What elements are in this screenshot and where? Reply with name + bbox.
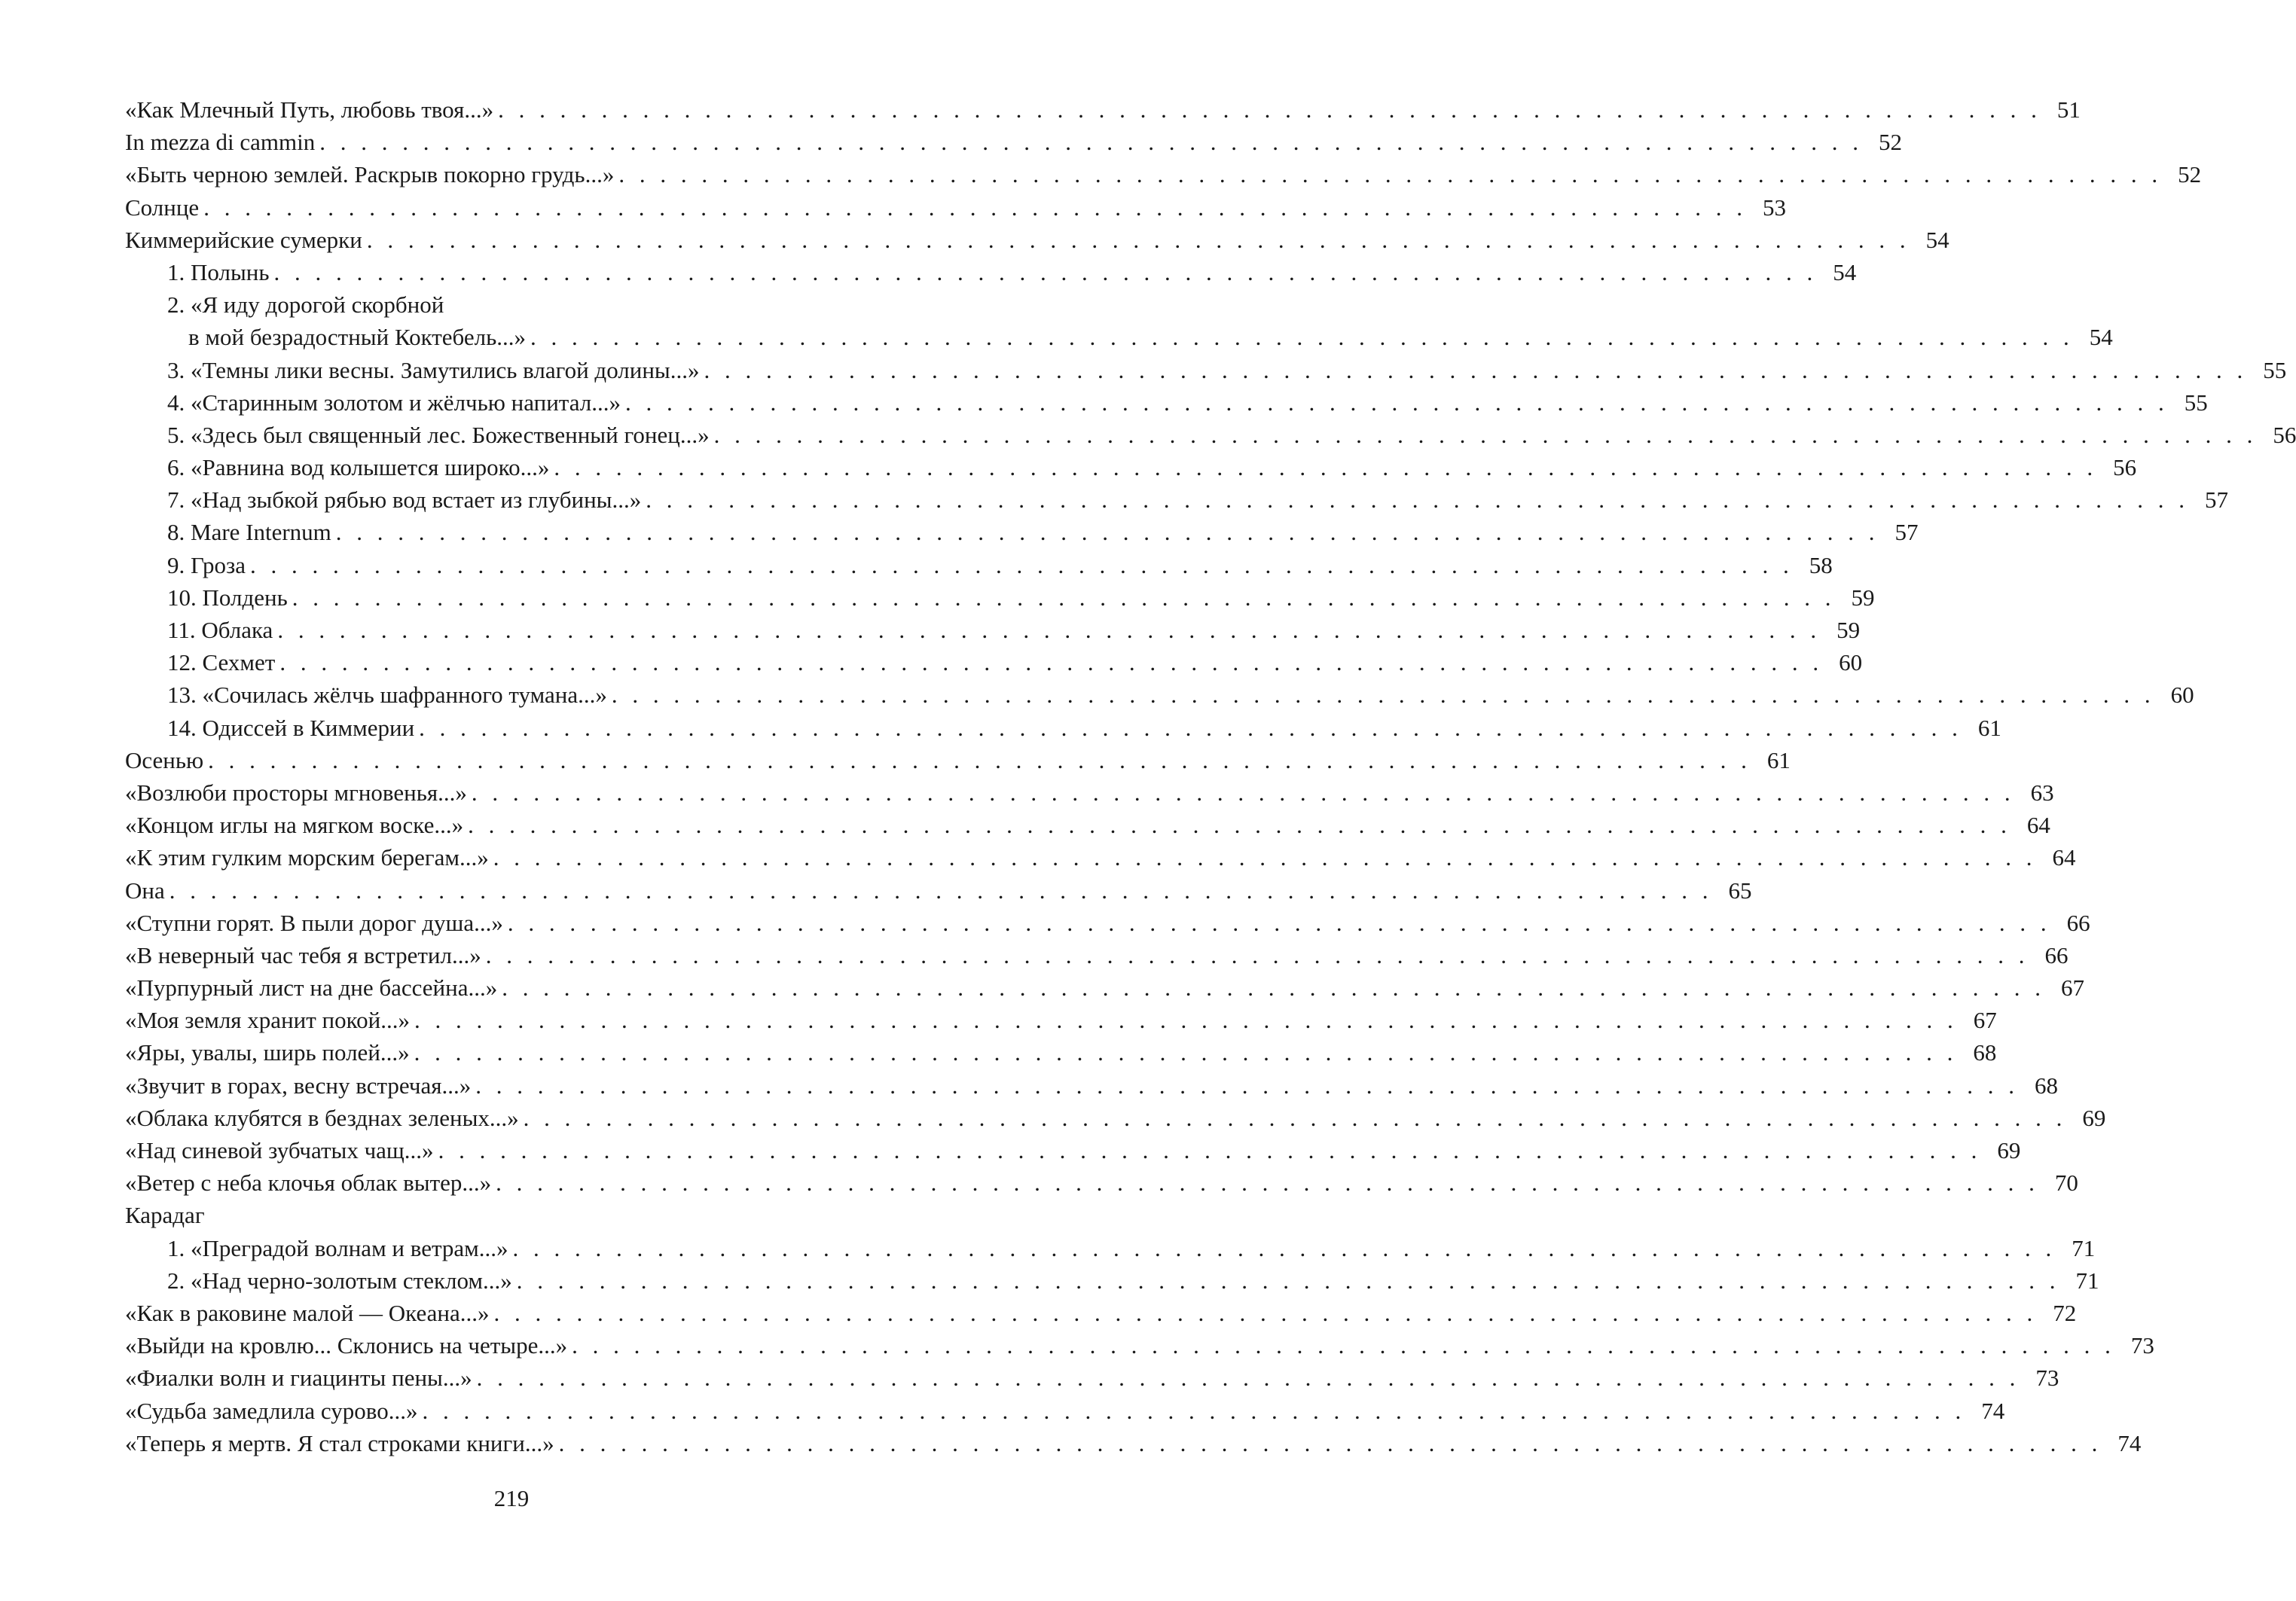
toc-entry-page: 56 <box>2097 451 2136 483</box>
toc-entry-title: 10. Полдень <box>167 581 292 614</box>
toc-entry-title: «Моя земля хранит покой...» <box>125 1004 414 1036</box>
toc-entry <box>125 1264 2099 1297</box>
toc-entry-title: «Фиалки волн и гиацинты пены...» <box>125 1362 477 1394</box>
toc-entry <box>125 224 1949 256</box>
toc-entry <box>125 1362 2059 1394</box>
toc-entry-page: 69 <box>2066 1102 2105 1134</box>
toc-entry-title: «Концом иглы на мягком воске...» <box>125 809 468 841</box>
toc-entry-title: «Над синевой зубчатых чащ...» <box>125 1134 438 1166</box>
toc-entry-title: «Выйди на кровлю... Склонись на четыре...» <box>125 1329 572 1362</box>
toc-entry-title: «Ветер с неба клочья облак вытер...» <box>125 1166 496 1199</box>
toc-entry-title: 5. «Здесь был священный лес. Божественный гонец...» <box>167 419 714 451</box>
toc-entry-page: 73 <box>2020 1362 2059 1394</box>
toc-entry <box>125 874 1752 907</box>
toc-entry <box>125 1004 1997 1036</box>
toc-entry-title: 1. Полынь <box>167 256 274 288</box>
toc-entry <box>125 809 2050 841</box>
toc-entry <box>125 191 1786 224</box>
toc-leader-dots: . . . . . . . . . . . . . . . . . . . . . . . . . . . . . . . . . . . . . . . . . . . . . . . . . . . . . . . . . . . . . . . . . . . . . . . . . . . <box>277 617 1821 643</box>
toc-entry-title: Она <box>125 874 169 907</box>
toc-entry <box>125 679 2194 711</box>
toc-entry-title: 2. «Над черно-золотым стеклом...» <box>167 1264 517 1297</box>
toc-leader-dots: . . . . . . . . . . . . . . . . . . . . . . . . . . . . . . . . . . . . . . . . . . . . . . . . . . . . . . . . . . . . . . . . . . . . . . . . . . . <box>516 1267 2060 1294</box>
toc-entry <box>125 354 2287 386</box>
toc-leader-dots: . . . . . . . . . . . . . . . . . . . . . . . . . . . . . . . . . . . . . . . . . . . . . . . . . . . . . . . . . . . . . . . . . . . . . . . . . . . <box>554 454 2098 481</box>
toc-entry-page: 57 <box>2189 483 2228 516</box>
toc-leader-dots: . . . . . . . . . . . . . . . . . . . . . . . . . . . . . . . . . . . . . . . . . . . . . . . . . . . . . . . . . . . . . . . . . . . . . . . . . . . <box>485 941 2029 968</box>
toc-entry <box>125 321 2113 353</box>
toc-entry-title: «Как Млечный Путь, любовь твоя...» <box>125 93 498 126</box>
toc-entry-title: 1. «Преградой волнам и ветрам...» <box>167 1232 513 1264</box>
toc-entry-title: In mezza di cammin <box>125 126 319 158</box>
toc-entry-page: 74 <box>1965 1395 2004 1427</box>
toc-entry-page: 56 <box>2257 419 2296 451</box>
toc-leader-dots: . . . . . . . . . . . . . . . . . . . . . . . . . . . . . . . . . . . . . . . . . . . . . . . . . . . . . . . . . . . . . . . . . . . . . . . . . . . <box>646 486 2189 514</box>
toc-entry-title: «Пурпурный лист на дне бассейна...» <box>125 971 502 1004</box>
toc-leader-dots: . . . . . . . . . . . . . . . . . . . . . . . . . . . . . . . . . . . . . . . . . . . . . . . . . . . . . . . . . . . . . . . . . . . . . . . . . . . <box>249 551 1794 578</box>
toc-entry-page: 58 <box>1794 549 1833 581</box>
toc-leader-dots: . . . . . . . . . . . . . . . . . . . . . . . . . . . . . . . . . . . . . . . . . . . . . . . . . . . . . . . . . . . . . . . . . . . . . . . . . . . <box>292 584 1836 611</box>
toc-entry <box>125 1134 2021 1166</box>
toc-leader-dots: . . . . . . . . . . . . . . . . . . . . . . . . . . . . . . . . . . . . . . . . . . . . . . . . . . . . . . . . . . . . . . . . . . . . . . . . . . . <box>476 1365 2020 1392</box>
page-number: 219 <box>493 1485 530 1511</box>
toc-entry-title: «Теперь я мертв. Я стал строками книги...» <box>125 1427 559 1459</box>
toc-leader-dots: . . . . . . . . . . . . . . . . . . . . . . . . . . . . . . . . . . . . . . . . . . . . . . . . . . . . . . . . . . . . . . . . . . . . . . . . . . . <box>624 389 2169 416</box>
toc-entry-page: 59 <box>1835 581 1874 614</box>
toc-entry <box>125 158 2202 191</box>
toc-entry <box>125 483 2228 516</box>
toc-entry-page: 59 <box>1821 614 1860 646</box>
toc-entry-page: 66 <box>2029 939 2068 971</box>
toc-entry <box>125 93 2081 126</box>
toc-entry-title: 11. Облака <box>167 614 277 646</box>
toc-leader-dots: . . . . . . . . . . . . . . . . . . . . . . . . . . . . . . . . . . . . . . . . . . . . . . . . . . . . . . . . . . . . . . . . . . . . . . . . . . . <box>704 356 2248 383</box>
toc-leader-dots: . . . . . . . . . . . . . . . . . . . . . . . . . . . . . . . . . . . . . . . . . . . . . . . . . . . . . . . . . . . . . . . . . . . . . . . . . . . <box>208 746 1751 773</box>
toc-leader-dots: . . . . . . . . . . . . . . . . . . . . . . . . . . . . . . . . . . . . . . . . . . . . . . . . . . . . . . . . . . . . . . . . . . . . . . . . . . . <box>419 714 1962 741</box>
toc-entry-title: 14. Одиссей в Киммерии <box>167 712 419 744</box>
toc-entry <box>125 1427 2142 1459</box>
toc-entry-title: «Возлюби просторы мгновенья...» <box>125 776 472 809</box>
toc-entry-title: «Облака клубятся в безднах зеленых...» <box>125 1102 524 1134</box>
toc-entry <box>125 1297 2077 1329</box>
toc-entry <box>125 907 2090 939</box>
toc-entry <box>125 1102 2106 1134</box>
toc-leader-dots: . . . . . . . . . . . . . . . . . . . . . . . . . . . . . . . . . . . . . . . . . . . . . . . . . . . . . . . . . . . . . . . . . . . . . . . . . . . <box>422 1397 1966 1424</box>
toc-entry <box>125 841 2076 874</box>
toc-entry-title: Солнце <box>125 191 203 224</box>
toc-entry-title: «Ступни горят. В пыли дорог душа...» <box>125 907 508 939</box>
toc-entry-page: 70 <box>2039 1166 2078 1199</box>
toc-entry-page: 73 <box>2115 1329 2154 1362</box>
toc-entry-page: 67 <box>1958 1004 1997 1036</box>
toc-entry <box>125 256 1857 288</box>
toc-entry <box>125 419 2296 451</box>
toc-leader-dots: . . . . . . . . . . . . . . . . . . . . . . . . . . . . . . . . . . . . . . . . . . . . . . . . . . . . . . . . . . . . . . . . . . . . . . . . . . . <box>611 682 2155 709</box>
toc-entry <box>125 744 1791 776</box>
toc-entry-page: 52 <box>1863 126 1902 158</box>
toc-entry-page: 57 <box>1879 516 1919 548</box>
toc-entry-title: Осенью <box>125 744 208 776</box>
toc-entry-title: 8. Mare Internum <box>167 516 336 548</box>
toc-entry-page: 68 <box>2019 1069 2058 1102</box>
toc-leader-dots: . . . . . . . . . . . . . . . . . . . . . . . . . . . . . . . . . . . . . . . . . . . . . . . . . . . . . . . . . . . . . . . . . . . . . . . . . . . <box>319 129 1863 156</box>
toc-leader-dots: . . . . . . . . . . . . . . . . . . . . . . . . . . . . . . . . . . . . . . . . . . . . . . . . . . . . . . . . . . . . . . . . . . . . . . . . . . . <box>475 1072 2019 1099</box>
toc-leader-dots: . . . . . . . . . . . . . . . . . . . . . . . . . . . . . . . . . . . . . . . . . . . . . . . . . . . . . . . . . . . . . . . . . . . . . . . . . . . <box>493 1299 2038 1326</box>
toc-leader-dots: . . . . . . . . . . . . . . . . . . . . . . . . . . . . . . . . . . . . . . . . . . . . . . . . . . . . . . . . . . . . . . . . . . . . . . . . . . . <box>507 909 2051 936</box>
toc-leader-dots: . . . . . . . . . . . . . . . . . . . . . . . . . . . . . . . . . . . . . . . . . . . . . . . . . . . . . . . . . . . . . . . . . . . . . . . . . . . <box>530 324 2074 351</box>
toc-entry-page: 64 <box>2011 809 2050 841</box>
toc-entry-page: 60 <box>2155 679 2194 711</box>
toc-leader-dots: . . . . . . . . . . . . . . . . . . . . . . . . . . . . . . . . . . . . . . . . . . . . . . . . . . . . . . . . . . . . . . . . . . . . . . . . . . . <box>618 161 2163 188</box>
toc-entry-title: «В неверный час тебя я встретил...» <box>125 939 486 971</box>
toc-leader-dots: . . . . . . . . . . . . . . . . . . . . . . . . . . . . . . . . . . . . . . . . . . . . . . . . . . . . . . . . . . . . . . . . . . . . . . . . . . . <box>493 844 2037 871</box>
toc-leader-dots: . . . . . . . . . . . . . . . . . . . . . . . . . . . . . . . . . . . . . . . . . . . . . . . . . . . . . . . . . . . . . . . . . . . . . . . . . . . <box>414 1039 1958 1066</box>
toc-entry-title: в мой безрадостный Коктебель...» <box>188 321 530 353</box>
table-of-contents <box>125 93 2296 1459</box>
toc-entry-page: 54 <box>2074 321 2113 353</box>
toc-leader-dots: . . . . . . . . . . . . . . . . . . . . . . . . . . . . . . . . . . . . . . . . . . . . . . . . . . . . . . . . . . . . . . . . . . . . . . . . . . . <box>502 974 2045 1002</box>
toc-entry-page: 61 <box>1751 744 1791 776</box>
toc-leader-dots: . . . . . . . . . . . . . . . . . . . . . . . . . . . . . . . . . . . . . . . . . . . . . . . . . . . . . . . . . . . . . . . . . . . . . . . . . . . <box>366 226 1910 253</box>
toc-entry <box>125 549 1833 581</box>
toc-entry-page: 71 <box>2060 1264 2099 1297</box>
toc-entry-page: 60 <box>1823 646 1862 679</box>
toc-leader-dots: . . . . . . . . . . . . . . . . . . . . . . . . . . . . . . . . . . . . . . . . . . . . . . . . . . . . . . . . . . . . . . . . . . . . . . . . . . . <box>558 1429 2102 1456</box>
toc-entry-title: 12. Сехмет <box>167 646 279 679</box>
toc-leader-dots: . . . . . . . . . . . . . . . . . . . . . . . . . . . . . . . . . . . . . . . . . . . . . . . . . . . . . . . . . . . . . . . . . . . . . . . . . . . <box>512 1234 2056 1261</box>
toc-entry <box>125 614 1861 646</box>
toc-leader-dots: . . . . . . . . . . . . . . . . . . . . . . . . . . . . . . . . . . . . . . . . . . . . . . . . . . . . . . . . . . . . . . . . . . . . . . . . . . . <box>713 421 2258 448</box>
toc-leader-dots: . . . . . . . . . . . . . . . . . . . . . . . . . . . . . . . . . . . . . . . . . . . . . . . . . . . . . . . . . . . . . . . . . . . . . . . . . . . <box>496 1169 2039 1197</box>
toc-entry <box>125 1069 2058 1102</box>
toc-entry-page <box>1752 1199 1791 1231</box>
toc-entry-title: 3. «Темны лики весны. Замутились влагой долины...» <box>167 354 704 386</box>
toc-leader-dots: . . . . . . . . . . . . . . . . . . . . . . . . . . . . . . . . . . . . . . . . . . . . . . . . . . . . . . . . . . . . . . . . . . . . . . . . . . . <box>523 1104 2067 1131</box>
toc-entry-page <box>1992 288 2031 321</box>
toc-entry <box>125 1329 2154 1362</box>
toc-leader-dots: . . . . . . . . . . . . . . . . . . . . . . . . . . . . . . . . . . . . . . . . . . . . . . . . . . . . . . . . . . . . . . . . . . . . . . . . . . . <box>498 96 2041 123</box>
toc-entry-page: 51 <box>2041 93 2081 126</box>
toc-entry-title: «Судьба замедлила сурово...» <box>125 1395 422 1427</box>
toc-entry-page: 52 <box>2162 158 2201 191</box>
toc-entry <box>125 776 2054 809</box>
toc-entry-page: 63 <box>2015 776 2054 809</box>
toc-entry-page: 55 <box>2247 354 2286 386</box>
toc-entry <box>125 971 2084 1004</box>
toc-entry-title: «Как в раковине малой — Океана...» <box>125 1297 493 1329</box>
toc-entry <box>125 581 1875 614</box>
toc-leader-dots: . . . . . . . . . . . . . . . . . . . . . . . . . . . . . . . . . . . . . . . . . . . . . . . . . . . . . . . . . . . . . . . . . . . . . . . . . . . <box>438 1137 1982 1163</box>
toc-entry-page: 54 <box>1910 224 1949 256</box>
toc-entry <box>125 288 898 321</box>
toc-entry-page: 69 <box>1981 1134 2020 1166</box>
toc-leader-dots: . . . . . . . . . . . . . . . . . . . . . . . . . . . . . . . . . . . . . . . . . . . . . . . . . . . . . . . . . . . . . . . . . . . . . . . . . . . <box>273 258 1818 285</box>
toc-entry-title: 2. «Я иду дорогой скорбной <box>167 288 448 321</box>
toc-entry-title: Киммерийские сумерки <box>125 224 367 256</box>
toc-entry-title: «Быть черною землей. Раскрыв покорно грудь...» <box>125 158 618 191</box>
toc-entry <box>125 939 2069 971</box>
toc-entry-page: 72 <box>2037 1297 2076 1329</box>
toc-leader-dots: . . . . . . . . . . . . . . . . . . . . . . . . . . . . . . . . . . . . . . . . . . . . . . . . . . . . . . . . . . . . . . . . . . . . . . . . . . . <box>572 1332 2115 1359</box>
toc-entry-title: 7. «Над зыбкой рябью вод встает из глубины...» <box>167 483 646 516</box>
toc-entry <box>125 516 1919 548</box>
toc-leader-dots: . . . . . . . . . . . . . . . . . . . . . . . . . . . . . . . . . . . . . . . . . . . . . . . . . . . . . . . . . . . . . . . . . . . . . . . . . . . <box>203 194 1747 221</box>
toc-entry-title: Карадаг <box>125 1199 209 1231</box>
toc-entry-page: 61 <box>1962 712 2001 744</box>
toc-entry-title: «Звучит в горах, весну встречая...» <box>125 1069 475 1102</box>
toc-leader-dots: . . . . . . . . . . . . . . . . . . . . . . . . . . . . . . . . . . . . . . . . . . . . . . . . . . . . . . . . . . . . . . . . . . . . . . . . . . . <box>471 779 2015 806</box>
toc-entry <box>125 646 1863 679</box>
toc-entry-page: 54 <box>1817 256 1856 288</box>
toc-entry <box>125 712 2001 744</box>
toc-entry <box>125 1232 2096 1264</box>
toc-entry-page: 66 <box>2051 907 2090 939</box>
toc-leader-dots: . . . . . . . . . . . . . . . . . . . . . . . . . . . . . . . . . . . . . . . . . . . . . . . . . . . . . . . . . . . . . . . . . . . . . . . . . . . <box>279 649 1824 676</box>
toc-entry-page: 68 <box>1957 1036 1996 1069</box>
toc-entry <box>125 126 1902 158</box>
toc-entry <box>125 1395 2005 1427</box>
toc-entry-page: 67 <box>2045 971 2084 1004</box>
toc-entry-page: 53 <box>1747 191 1786 224</box>
toc-leader-dots: . . . . . . . . . . . . . . . . . . . . . . . . . . . . . . . . . . . . . . . . . . . . . . . . . . . . . . . . . . . . . . . . . . . . . . . . . . . <box>169 877 1713 904</box>
toc-entry-page: 65 <box>1713 874 1752 907</box>
toc-entry-title: «К этим гулким морским берегам...» <box>125 841 493 874</box>
toc-entry-title: 6. «Равнина вод колышется широко...» <box>167 451 554 483</box>
toc-entry <box>125 1199 898 1231</box>
toc-entry-page: 64 <box>2036 841 2075 874</box>
toc-entry <box>125 386 2208 419</box>
toc-leader-dots: . . . . . . . . . . . . . . . . . . . . . . . . . . . . . . . . . . . . . . . . . . . . . . . . . . . . . . . . . . . . . . . . . . . . . . . . . . . <box>468 812 2011 839</box>
toc-entry-page: 71 <box>2056 1232 2095 1264</box>
toc-entry-title: 4. «Старинным золотом и жёлчью напитал...» <box>167 386 625 419</box>
toc-entry-title: «Яры, увалы, ширь полей...» <box>125 1036 414 1069</box>
toc-entry-title: 13. «Сочилась жёлчь шафранного тумана...» <box>167 679 612 711</box>
toc-entry <box>125 1036 1997 1069</box>
toc-leader-dots: . . . . . . . . . . . . . . . . . . . . . . . . . . . . . . . . . . . . . . . . . . . . . . . . . . . . . . . . . . . . . . . . . . . . . . . . . . . <box>414 1007 1958 1034</box>
toc-entry <box>125 1166 2078 1199</box>
toc-leader-dots: . . . . . . . . . . . . . . . . . . . . . . . . . . . . . . . . . . . . . . . . . . . . . . . . . . . . . . . . . . . . . . . . . . . . . . . . . . . <box>335 519 1879 546</box>
toc-entry-page: 55 <box>2169 386 2208 419</box>
toc-entry-page: 74 <box>2102 1427 2141 1459</box>
toc-entry-title: 9. Гроза <box>167 549 250 581</box>
toc-entry <box>125 451 2137 483</box>
